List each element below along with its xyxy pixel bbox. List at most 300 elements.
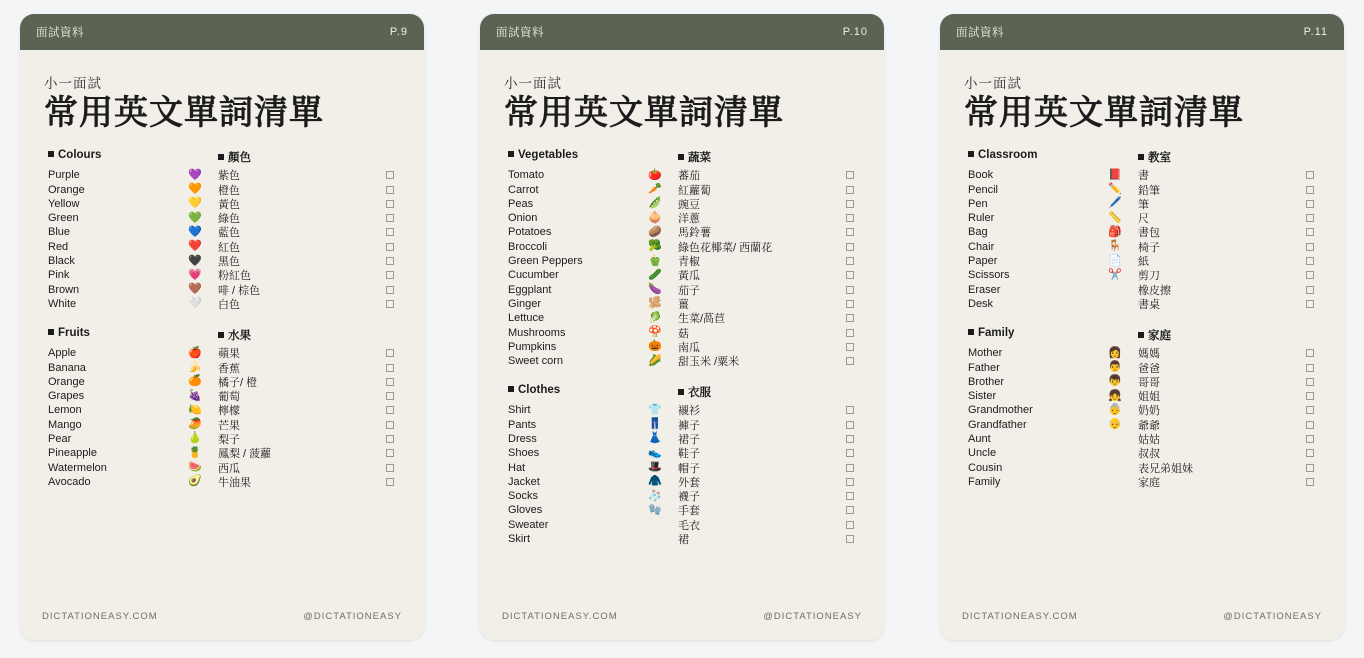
checkbox-cell[interactable] <box>828 257 854 265</box>
section-title-zh <box>218 149 358 165</box>
footer-handle: @DICTATIONEASY <box>303 610 402 622</box>
checkbox-cell[interactable] <box>828 171 854 179</box>
word-emoji-icon: 🧅 <box>648 211 662 224</box>
word-row <box>502 282 862 296</box>
checkbox-cell[interactable] <box>368 392 394 400</box>
checkbox-cell[interactable] <box>1288 464 1314 472</box>
checkbox-cell[interactable] <box>368 200 394 208</box>
word-row <box>502 311 862 325</box>
word-en: Pen <box>968 197 988 210</box>
word-emoji-icon: 💛 <box>188 197 202 210</box>
word-section <box>502 384 862 546</box>
word-zh: 青椒 <box>678 256 700 269</box>
word-row <box>962 211 1322 225</box>
word-en: Pink <box>48 269 70 282</box>
checkbox-icon[interactable] <box>846 243 854 251</box>
word-en: Lemon <box>48 404 82 417</box>
checkbox-cell[interactable] <box>368 421 394 429</box>
checkbox-icon[interactable] <box>846 171 854 179</box>
checkbox-cell[interactable] <box>1288 378 1314 386</box>
word-zh: 書桌 <box>1138 298 1160 311</box>
word-row <box>502 446 862 460</box>
checkbox-icon[interactable] <box>1306 257 1314 265</box>
word-zh: 書 <box>1138 170 1149 183</box>
word-zh: 菇 <box>678 327 689 340</box>
checkbox-icon[interactable] <box>1306 464 1314 472</box>
checkbox-icon[interactable] <box>1306 243 1314 251</box>
checkbox-icon[interactable] <box>386 214 394 222</box>
checkbox-icon[interactable] <box>386 421 394 429</box>
word-zh: 哥哥 <box>1138 376 1160 389</box>
word-en: Sister <box>968 390 997 403</box>
word-emoji-icon: 🍍 <box>188 446 202 459</box>
checkbox-cell[interactable] <box>828 186 854 194</box>
word-emoji-icon: 👴 <box>1108 418 1122 431</box>
checkbox-cell[interactable] <box>368 186 394 194</box>
card-body <box>480 50 884 600</box>
word-en: Pants <box>508 418 537 431</box>
checkbox-cell[interactable] <box>828 449 854 457</box>
word-emoji-icon: 🍎 <box>188 346 202 359</box>
checkbox-icon[interactable] <box>386 200 394 208</box>
word-row <box>42 282 402 296</box>
word-en: Skirt <box>508 533 530 546</box>
checkbox-icon[interactable] <box>386 364 394 372</box>
checkbox-icon[interactable] <box>386 392 394 400</box>
checkbox-icon[interactable] <box>1306 435 1314 443</box>
word-section <box>502 149 862 368</box>
checkbox-icon[interactable] <box>1306 200 1314 208</box>
word-zh: 香蕉 <box>218 362 240 375</box>
checkbox-icon[interactable] <box>386 349 394 357</box>
checkbox-icon[interactable] <box>1306 392 1314 400</box>
checkbox-icon[interactable] <box>846 314 854 322</box>
word-zh: 表兄弟姐妹 <box>1138 462 1193 475</box>
word-row <box>962 268 1322 282</box>
word-row <box>962 168 1322 182</box>
word-zh: 鉛筆 <box>1138 184 1160 197</box>
word-emoji-icon: 🥒 <box>648 268 662 281</box>
word-en: Yellow <box>48 197 80 210</box>
checkbox-cell[interactable] <box>828 343 854 351</box>
checkbox-cell[interactable] <box>1288 300 1314 308</box>
word-en: Eraser <box>968 283 1001 296</box>
checkbox-cell[interactable] <box>368 406 394 414</box>
word-zh: 綠色 <box>218 213 240 226</box>
checkbox-cell[interactable] <box>1288 186 1314 194</box>
checkbox-cell[interactable] <box>828 492 854 500</box>
word-zh: 洋蔥 <box>678 213 700 226</box>
checkbox-icon[interactable] <box>386 435 394 443</box>
checkbox-cell[interactable] <box>828 286 854 294</box>
word-zh: 家庭 <box>1138 476 1160 489</box>
word-en: Cucumber <box>508 269 559 282</box>
checkbox-cell[interactable] <box>828 535 854 543</box>
word-en: Chair <box>968 240 995 253</box>
checkbox-cell[interactable] <box>828 228 854 236</box>
checkbox-cell[interactable] <box>368 214 394 222</box>
word-en: Carrot <box>508 183 539 196</box>
checkbox-cell[interactable] <box>368 478 394 486</box>
section-title-zh <box>678 384 818 400</box>
section-title-en <box>962 149 1138 165</box>
word-emoji-icon: 🍆 <box>648 283 662 296</box>
checkbox-cell[interactable] <box>828 314 854 322</box>
word-zh: 藍色 <box>218 227 240 240</box>
word-zh: 馬鈴薯 <box>678 227 711 240</box>
word-zh: 襪子 <box>678 491 700 504</box>
word-emoji-icon: 👵 <box>1108 403 1122 416</box>
word-en: White <box>48 297 77 310</box>
checkbox-cell[interactable] <box>1288 449 1314 457</box>
word-zh: 襯衫 <box>678 405 700 418</box>
checkbox-icon[interactable] <box>1306 478 1314 486</box>
checkbox-icon[interactable] <box>386 171 394 179</box>
word-emoji-icon: 👦 <box>1108 375 1122 388</box>
word-zh: 西瓜 <box>218 462 240 475</box>
section-title-en <box>962 327 1138 343</box>
card-subtitle: 小一面試 <box>44 76 102 91</box>
checkbox-icon[interactable] <box>1306 349 1314 357</box>
word-en: Onion <box>508 212 538 225</box>
checkbox-icon[interactable] <box>846 435 854 443</box>
checkbox-icon[interactable] <box>386 406 394 414</box>
checkbox-icon[interactable] <box>1306 286 1314 294</box>
word-row <box>962 446 1322 460</box>
word-row <box>502 418 862 432</box>
checkbox-icon[interactable] <box>846 492 854 500</box>
word-emoji-icon: 🤎 <box>188 283 202 296</box>
checkbox-icon[interactable] <box>1306 186 1314 194</box>
checkbox-icon[interactable] <box>846 300 854 308</box>
word-row <box>42 360 402 374</box>
checkbox-cell[interactable] <box>828 200 854 208</box>
word-emoji-icon: 🍅 <box>648 168 662 181</box>
checkbox-cell[interactable] <box>828 435 854 443</box>
checkbox-icon[interactable] <box>846 478 854 486</box>
word-row <box>962 182 1322 196</box>
checkbox-cell[interactable] <box>828 464 854 472</box>
checkbox-icon[interactable] <box>386 478 394 486</box>
checkbox-icon[interactable] <box>1306 228 1314 236</box>
word-row <box>962 225 1322 239</box>
checkbox-cell[interactable] <box>368 171 394 179</box>
checkbox-icon[interactable] <box>386 228 394 236</box>
word-row <box>42 375 402 389</box>
checkbox-cell[interactable] <box>368 228 394 236</box>
square-bullet-icon <box>508 386 514 392</box>
section-title-en <box>42 327 218 343</box>
checkbox-cell[interactable] <box>1288 478 1314 486</box>
word-row <box>502 182 862 196</box>
square-bullet-icon <box>678 389 684 395</box>
word-emoji-icon: 🧥 <box>648 475 662 488</box>
checkbox-cell[interactable] <box>368 364 394 372</box>
square-bullet-icon <box>1138 154 1144 160</box>
checkbox-icon[interactable] <box>846 329 854 337</box>
card-footer <box>940 600 1344 640</box>
section-title-zh <box>678 149 818 165</box>
checkbox-cell[interactable] <box>368 257 394 265</box>
word-zh: 豌豆 <box>678 198 700 211</box>
checkbox-cell[interactable] <box>368 464 394 472</box>
square-bullet-icon <box>48 151 54 157</box>
word-emoji-icon: 🥭 <box>188 418 202 431</box>
checkbox-cell[interactable] <box>1288 435 1314 443</box>
checkbox-icon[interactable] <box>1306 406 1314 414</box>
checkbox-icon[interactable] <box>846 406 854 414</box>
card-header-label: 面試資料 <box>36 27 84 39</box>
checkbox-cell[interactable] <box>1288 200 1314 208</box>
checkbox-cell[interactable] <box>368 243 394 251</box>
checkbox-icon[interactable] <box>1306 214 1314 222</box>
checkbox-icon[interactable] <box>1306 421 1314 429</box>
word-row <box>42 297 402 311</box>
word-emoji-icon: 👕 <box>648 403 662 416</box>
checkbox-cell[interactable] <box>828 357 854 365</box>
checkbox-icon[interactable] <box>386 243 394 251</box>
checkbox-cell[interactable] <box>1288 257 1314 265</box>
checkbox-icon[interactable] <box>386 464 394 472</box>
word-row <box>42 460 402 474</box>
checkbox-cell[interactable] <box>828 406 854 414</box>
word-row <box>502 340 862 354</box>
checkbox-icon[interactable] <box>1306 300 1314 308</box>
word-emoji-icon: 🤍 <box>188 297 202 310</box>
checkbox-icon[interactable] <box>846 357 854 365</box>
word-row <box>502 225 862 239</box>
word-emoji-icon: 📄 <box>1108 254 1122 267</box>
word-row <box>42 225 402 239</box>
word-emoji-icon: 🥑 <box>188 475 202 488</box>
checkbox-cell[interactable] <box>368 271 394 279</box>
word-en: Shoes <box>508 447 540 460</box>
checkbox-icon[interactable] <box>846 257 854 265</box>
checkbox-icon[interactable] <box>386 286 394 294</box>
word-en: Avocado <box>48 475 91 488</box>
word-zh: 甜玉米 /粟米 <box>678 356 740 369</box>
word-zh: 橙色 <box>218 184 240 197</box>
square-bullet-icon <box>508 151 514 157</box>
checkbox-cell[interactable] <box>828 421 854 429</box>
word-zh: 檸檬 <box>218 405 240 418</box>
word-en: Potatoes <box>508 226 552 239</box>
section-title-zh-label: 家庭 <box>1148 330 1171 343</box>
checkbox-icon[interactable] <box>846 535 854 543</box>
word-section <box>42 149 402 311</box>
checkbox-cell[interactable] <box>1288 421 1314 429</box>
word-emoji-icon: 🖤 <box>188 254 202 267</box>
checkbox-icon[interactable] <box>846 506 854 514</box>
word-zh: 黃瓜 <box>678 270 700 283</box>
checkbox-cell[interactable] <box>828 329 854 337</box>
page-title: 常用英文單詞清單 <box>44 94 324 132</box>
word-section <box>962 327 1322 489</box>
checkbox-cell[interactable] <box>1288 243 1314 251</box>
word-row <box>962 197 1322 211</box>
card-subtitle: 小一面試 <box>504 76 562 91</box>
word-en: Gloves <box>508 504 543 517</box>
word-emoji-icon: 💚 <box>188 211 202 224</box>
card-body <box>940 50 1344 600</box>
word-en: Grandmother <box>968 404 1033 417</box>
checkbox-cell[interactable] <box>368 286 394 294</box>
word-en: Desk <box>968 297 994 310</box>
word-en: Ginger <box>508 297 542 310</box>
word-row <box>42 254 402 268</box>
word-zh: 筆 <box>1138 198 1149 211</box>
word-emoji-icon: 🍉 <box>188 461 202 474</box>
word-zh: 蘋果 <box>218 348 240 361</box>
checkbox-icon[interactable] <box>846 200 854 208</box>
section-title-en-label: Vegetables <box>518 149 579 162</box>
footer-handle: @DICTATIONEASY <box>763 610 862 622</box>
checkbox-icon[interactable] <box>386 271 394 279</box>
checkbox-cell[interactable] <box>1288 286 1314 294</box>
checkbox-cell[interactable] <box>1288 214 1314 222</box>
checkbox-cell[interactable] <box>1288 228 1314 236</box>
section-header <box>502 149 862 165</box>
word-emoji-icon: 🌽 <box>648 354 662 367</box>
word-en: Tomato <box>508 169 545 182</box>
word-emoji-icon: 🍐 <box>188 432 202 445</box>
word-zh: 紅色 <box>218 241 240 254</box>
word-emoji-icon: 🪑 <box>1108 240 1122 253</box>
word-en: Paper <box>968 255 998 268</box>
word-en: Socks <box>508 490 538 503</box>
square-bullet-icon <box>218 154 224 160</box>
word-en: Mushrooms <box>508 326 566 339</box>
word-emoji-icon: 🍊 <box>188 375 202 388</box>
word-emoji-icon: 🎃 <box>648 340 662 353</box>
checkbox-cell[interactable] <box>828 478 854 486</box>
checkbox-icon[interactable] <box>846 421 854 429</box>
footer-website: DICTATIONEASY.COM <box>502 610 618 622</box>
checkbox-cell[interactable] <box>1288 349 1314 357</box>
checkbox-cell[interactable] <box>828 271 854 279</box>
card-header-label: 面試資料 <box>496 27 544 39</box>
checkbox-icon[interactable] <box>386 257 394 265</box>
word-row <box>962 240 1322 254</box>
word-emoji-icon: 👩 <box>1108 346 1122 359</box>
word-row <box>962 282 1322 296</box>
section-title-en-label: Classroom <box>978 149 1038 162</box>
word-row <box>502 460 862 474</box>
checkbox-cell[interactable] <box>1288 171 1314 179</box>
word-en: Bag <box>968 226 988 239</box>
checkbox-cell[interactable] <box>368 300 394 308</box>
word-en: Peas <box>508 197 534 210</box>
word-zh: 生菜/萵苣 <box>678 313 726 326</box>
word-en: Eggplant <box>508 283 552 296</box>
square-bullet-icon <box>968 329 974 335</box>
word-emoji-icon: 🎒 <box>1108 225 1122 238</box>
word-row <box>42 475 402 489</box>
checkbox-cell[interactable] <box>828 521 854 529</box>
word-en: Green <box>48 212 79 225</box>
section-title-zh-label: 教室 <box>1148 152 1171 165</box>
section-title-en <box>42 149 218 165</box>
checkbox-cell[interactable] <box>828 243 854 251</box>
checkbox-cell[interactable] <box>368 349 394 357</box>
word-emoji-icon: 🍌 <box>188 361 202 373</box>
word-row <box>962 403 1322 417</box>
section-header <box>962 149 1322 165</box>
checkbox-icon[interactable] <box>846 214 854 222</box>
section-title-zh-label: 水果 <box>228 330 251 343</box>
word-en: Blue <box>48 226 71 239</box>
checkbox-icon[interactable] <box>386 300 394 308</box>
checkbox-cell[interactable] <box>828 214 854 222</box>
checkbox-icon[interactable] <box>846 449 854 457</box>
word-zh: 姑姑 <box>1138 434 1160 446</box>
checkbox-cell[interactable] <box>1288 364 1314 372</box>
page-title: 常用英文單詞清單 <box>504 94 784 132</box>
checkbox-icon[interactable] <box>386 378 394 386</box>
section-title-zh <box>218 327 358 343</box>
checkbox-cell[interactable] <box>1288 406 1314 414</box>
section-title-en-label: Clothes <box>518 384 561 397</box>
checkbox-cell[interactable] <box>368 449 394 457</box>
checkbox-cell[interactable] <box>368 435 394 443</box>
checkbox-icon[interactable] <box>846 186 854 194</box>
word-zh: 白色 <box>218 298 240 311</box>
word-row <box>42 240 402 254</box>
word-zh: 外套 <box>678 476 700 489</box>
word-row <box>502 325 862 339</box>
checkbox-cell[interactable] <box>828 300 854 308</box>
checkbox-icon[interactable] <box>846 464 854 472</box>
section-title-en <box>502 149 678 165</box>
checkbox-cell[interactable] <box>1288 392 1314 400</box>
checkbox-icon[interactable] <box>846 271 854 279</box>
word-emoji-icon: 🍄 <box>648 326 662 338</box>
checkbox-icon[interactable] <box>1306 449 1314 457</box>
checkbox-icon[interactable] <box>1306 171 1314 179</box>
checkbox-icon[interactable] <box>846 343 854 351</box>
word-en: Brown <box>48 283 80 296</box>
word-zh: 綠色花椰菜/ 西蘭花 <box>678 241 773 254</box>
word-emoji-icon: 🥦 <box>648 240 662 253</box>
word-en: Scissors <box>968 269 1010 282</box>
checkbox-icon[interactable] <box>846 228 854 236</box>
word-row <box>502 254 862 268</box>
word-zh: 手套 <box>678 505 700 518</box>
card-footer <box>480 600 884 640</box>
checkbox-cell[interactable] <box>1288 271 1314 279</box>
word-zh: 牛油果 <box>218 476 251 489</box>
word-emoji-icon: 👗 <box>648 432 662 445</box>
checkbox-icon[interactable] <box>386 449 394 457</box>
word-emoji-icon: 🫑 <box>648 254 662 267</box>
word-zh: 剪刀 <box>1138 270 1160 283</box>
section-title-en-label: Colours <box>58 149 102 162</box>
checkbox-icon[interactable] <box>1306 271 1314 279</box>
checkbox-cell[interactable] <box>368 378 394 386</box>
word-zh: 爺爺 <box>1138 419 1160 432</box>
section-title-zh-label: 衣服 <box>688 387 711 400</box>
checkbox-icon[interactable] <box>846 286 854 294</box>
checkbox-icon[interactable] <box>846 521 854 529</box>
checkbox-icon[interactable] <box>1306 364 1314 372</box>
word-row <box>42 182 402 196</box>
checkbox-cell[interactable] <box>828 506 854 514</box>
checkbox-icon[interactable] <box>386 186 394 194</box>
word-zh: 紙 <box>1138 256 1149 269</box>
checkbox-icon[interactable] <box>1306 378 1314 386</box>
vocabulary-card <box>940 14 1344 640</box>
word-en: Pumpkins <box>508 340 557 353</box>
